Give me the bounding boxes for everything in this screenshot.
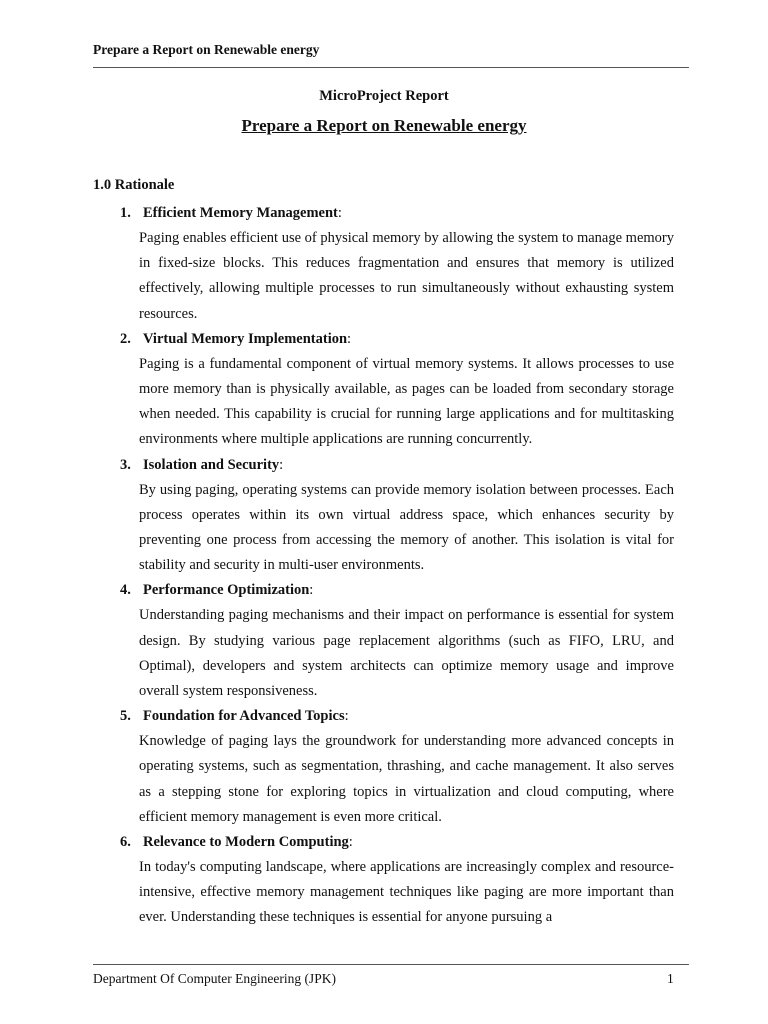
item-body: Understanding paging mechanisms and their impact on performance is essential for system design. By studying various page replacement algorithms (such as FIFO, LRU, and Optimal), developers and system architects can optimize memory usage and improve overall system responsiveness. (139, 607, 674, 700)
item-number: 4. (120, 582, 131, 599)
footer-department: Department Of Computer Engineering (JPK) (93, 971, 336, 986)
item-number: 1. (120, 205, 131, 221)
document-title: Prepare a Report on Renewable energy (241, 116, 527, 135)
list-item: 4. Performance Optimization: Understanding paging mechanisms and their impact on performance is essential for system design. By studying various page replacement algorithms (such as FIFO, LRU, and Optimal), developers and system architects can optimize memory usage and improve overall system responsiveness. (0, 580, 768, 704)
item-number: 6. (120, 834, 131, 851)
item-body: In today's computing landscape, where applications are increasingly complex and resource-intensive, effective memory management techniques like paging are more important than ever. Understanding these techniques is essential for anyone pursuing a (139, 859, 674, 926)
item-title: Virtual Memory Implementation (143, 330, 348, 347)
list-item: 1. Efficient Memory Management: Paging enables efficient use of physical memory by allowing the system to manage memory in fixed-size blocks. This reduces fragmentation and ensures that memory is utilized effectively, allowing multiple processes to run simultaneously without exhausting system resources. (0, 203, 768, 327)
list-item: 2. Virtual Memory Implementation: Paging is a fundamental component of virtual memory systems. It allows processes to use more memory than is physically available, as pages can be loaded from secondary storage when needed. This capability is crucial for running large applications and for multitasking environments where multiple applications are running concurrently. (0, 329, 768, 453)
item-number: 5. (120, 708, 131, 725)
item-title: Performance Optimization (143, 582, 310, 599)
item-body: Paging is a fundamental component of virtual memory systems. It allows processes to use more memory than is physically available, as pages can be loaded from secondary storage when needed. This capability is crucial for running large applications and for multitasking environments where multiple applications are running concurrently. (139, 355, 674, 448)
footer-divider (93, 964, 689, 965)
item-body: Knowledge of paging lays the groundwork for understanding more advanced concepts in operating systems, such as segmentation, thrashing, and cache management. It also serves as a stepping stone for exploring topics in virtualization and cloud computing, where efficient memory management is even more critical. (139, 733, 674, 825)
list-item: 6. Relevance to Modern Computing: In today's computing landscape, where applications are increasingly complex and resource-intensive, effective memory management techniques like paging are more important than ever. Understanding these techniques is essential for anyone pursuing a (0, 832, 768, 931)
item-number: 2. (120, 330, 131, 347)
item-body: By using paging, operating systems can provide memory isolation between processes. Each process operates within its own virtual address space, which enhances security by preventing one process from accessing the memory of another. This isolation is vital for stability and security in multi-user environments. (139, 481, 674, 574)
section-heading: 1.0 Rationale (93, 177, 175, 193)
rationale-list (0, 203, 768, 933)
item-body: Paging enables efficient use of physical memory by allowing the system to manage memory in fixed-size blocks. This reduces fragmentation and ensures that memory is utilized effectively, allowing multiple processes to run simultaneously without exhausting system resources. (139, 230, 674, 322)
item-number: 3. (120, 456, 131, 473)
item-title: Isolation and Security (143, 456, 280, 473)
page-number: 1 (667, 971, 674, 986)
document-label: MicroProject Report (319, 88, 449, 104)
header-divider (93, 67, 689, 68)
list-item: 5. Foundation for Advanced Topics: Knowledge of paging lays the groundwork for understanding more advanced concepts in operating systems, such as segmentation, thrashing, and cache management. It also serves as a stepping stone for exploring topics in virtualization and cloud computing, where efficient memory management is even more critical. (0, 706, 768, 830)
list-item: 3. Isolation and Security: By using paging, operating systems can provide memory isolation between processes. Each process operates within its own virtual address space, which enhances security by preventing one process from accessing the memory of another. This isolation is vital for stability and security in multi-user environments. (0, 455, 768, 579)
item-title: Efficient Memory Management (143, 205, 338, 221)
item-title: Relevance to Modern Computing (143, 834, 349, 851)
running-header: Prepare a Report on Renewable energy (93, 42, 320, 57)
item-title: Foundation for Advanced Topics (143, 708, 345, 725)
